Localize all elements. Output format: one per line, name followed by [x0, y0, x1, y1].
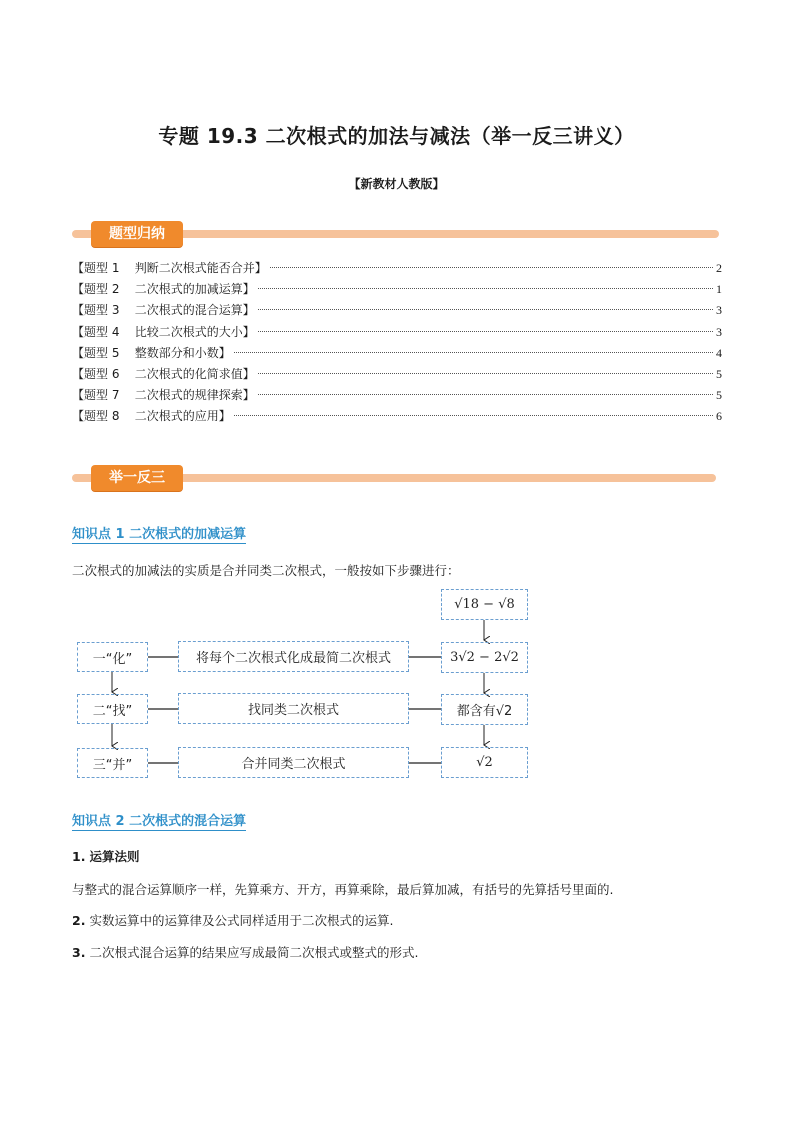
rule-text: 二次根式混合运算的结果应写成最简二次根式或整式的形式.: [89, 945, 419, 960]
toc-item-page: 2: [716, 261, 722, 275]
rule-3: [72, 943, 418, 961]
example-start: √18 − √8: [441, 589, 528, 620]
summary-banner: 题型归纳: [91, 221, 183, 247]
kp1-heading: 知识点 1 二次根式的加减运算: [72, 527, 247, 542]
kp1-intro: 二次根式的加减法的实质是合并同类二次根式，一般按如下步骤进行：: [72, 563, 460, 578]
toc-item-label: 【题型 5 整数部分和小数】: [72, 345, 231, 360]
toc-item-label: 【题型 7 二次根式的规律探索】: [72, 388, 255, 403]
rule-1-text: 与整式的混合运算顺序一样，先算乘方、开方，再算乘除，最后算加减，有括号的先算括号里面的.: [72, 882, 614, 897]
toc-item-label: 【题型 1 判断二次根式能否合并】: [72, 261, 267, 275]
toc-item-page: 4: [716, 345, 722, 360]
toc-item-label: 【题型 6 二次根式的化简求值】: [72, 366, 255, 381]
practice-banner: 举一反三: [91, 465, 183, 491]
kp2-heading: 知识点 2 二次根式的混合运算: [72, 814, 247, 829]
rule-title: 运算法则: [89, 849, 140, 864]
flow-step-2: 二“找”: [77, 694, 148, 724]
rule-1-heading: [72, 847, 139, 865]
rule-number: 3.: [72, 945, 86, 960]
page-title: 专题 19.3 二次根式的加法与减法（举一反三讲义）: [158, 124, 635, 148]
example-result: √2: [441, 747, 528, 778]
flow-desc-3: 合并同类二次根式: [178, 747, 409, 778]
flow-step-3: 三“并”: [77, 748, 148, 778]
rule-text: 实数运算中的运算律及公式同样适用于二次根式的运算.: [89, 913, 394, 928]
example-common-factor: 都含有√2: [441, 694, 528, 725]
toc-item-page: 3: [716, 324, 722, 339]
toc-item-page: 3: [716, 303, 722, 318]
rule-number: 2.: [72, 913, 86, 928]
toc-item-page: 1: [716, 282, 722, 297]
rule-number: 1.: [72, 849, 86, 864]
rule-2: [72, 911, 393, 929]
edition-label: 【新教材人教版】: [348, 177, 445, 191]
flow-desc-1: 将每个二次根式化成最简二次根式: [178, 641, 409, 672]
toc-item-label: 【题型 2 二次根式的加减运算】: [72, 282, 255, 297]
example-simplified: 3√2 − 2√2: [441, 642, 528, 673]
flow-desc-2: 找同类二次根式: [178, 693, 409, 724]
toc-item-label: 【题型 3 二次根式的混合运算】: [72, 303, 255, 318]
toc-item-label: 【题型 8 二次根式的应用】: [72, 409, 231, 424]
toc-item-label: 【题型 4 比较二次根式的大小】: [72, 324, 255, 339]
flow-step-1: 一“化”: [77, 642, 148, 672]
toc-item-page: 5: [716, 366, 722, 381]
toc-item-page: 6: [716, 409, 722, 424]
toc-item-page: 5: [716, 388, 722, 403]
